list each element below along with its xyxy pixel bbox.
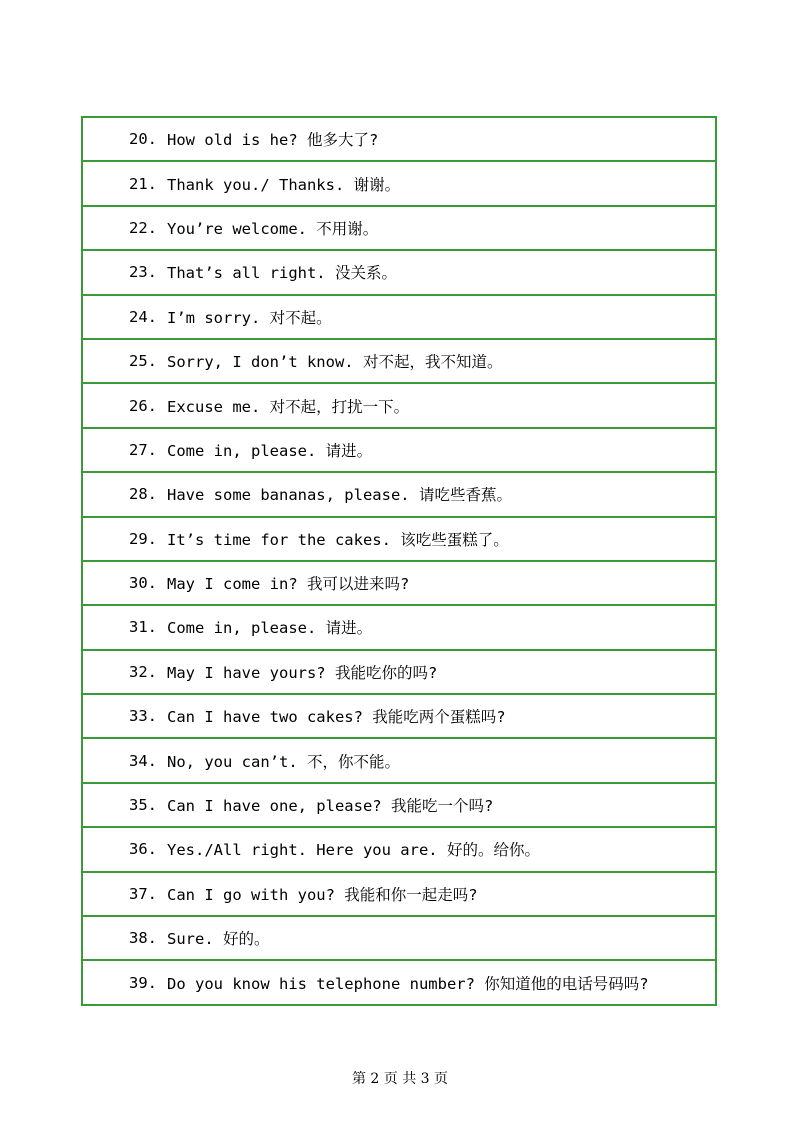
table-row (83, 695, 715, 739)
row-text: Can I have one, please? 我能吃一个吗? (167, 797, 494, 816)
table-row (83, 784, 715, 828)
table-row (83, 562, 715, 606)
row-number: 38. (129, 929, 157, 948)
table-row (83, 651, 715, 695)
row-number: 21. (129, 174, 157, 193)
row-text: May I come in? 我可以进来吗? (167, 575, 410, 594)
row-number: 22. (129, 218, 157, 237)
row-number: 39. (129, 973, 157, 992)
row-number: 23. (129, 263, 157, 282)
row-number: 20. (129, 130, 157, 149)
row-number: 27. (129, 440, 157, 459)
row-text: Can I have two cakes? 我能吃两个蛋糕吗? (167, 708, 506, 727)
row-number: 29. (129, 529, 157, 548)
row-text: No, you can’t. 不，你不能。 (167, 752, 400, 771)
row-text: Come in, please. 请进。 (167, 441, 373, 460)
row-text: Excuse me. 对不起，打扰一下。 (167, 397, 410, 416)
row-text: Sure. 好的。 (167, 930, 270, 949)
table-row (83, 961, 715, 1005)
row-text: That’s all right. 没关系。 (167, 264, 397, 283)
row-text: Yes./All right. Here you are. 好的。给你。 (167, 841, 540, 860)
row-text: You’re welcome. 不用谢。 (167, 219, 379, 238)
table-row (83, 162, 715, 206)
row-number: 24. (129, 307, 157, 326)
row-number: 30. (129, 574, 157, 593)
row-number: 31. (129, 618, 157, 637)
table-row (83, 384, 715, 428)
row-number: 35. (129, 796, 157, 815)
table-row (83, 739, 715, 783)
row-text: Do you know his telephone number? 你知道他的电话号码吗? (167, 974, 649, 993)
row-text: How old is he? 他多大了? (167, 131, 379, 150)
row-text: Come in, please. 请进。 (167, 619, 373, 638)
row-text: Sorry, I don’t know. 对不起，我不知道。 (167, 353, 503, 372)
table-row (83, 873, 715, 917)
row-text: It’s time for the cakes. 该吃些蛋糕了。 (167, 530, 509, 549)
table-row (83, 207, 715, 251)
row-text: I’m sorry. 对不起。 (167, 308, 332, 327)
table-row (83, 828, 715, 872)
table-row (83, 606, 715, 650)
table-row (83, 518, 715, 562)
row-text: Have some bananas, please. 请吃些香蕉。 (167, 486, 512, 505)
table-row (83, 118, 715, 162)
row-number: 33. (129, 707, 157, 726)
table-row (83, 340, 715, 384)
row-number: 28. (129, 485, 157, 504)
row-number: 36. (129, 840, 157, 859)
table-row (83, 429, 715, 473)
row-number: 25. (129, 352, 157, 371)
row-number: 34. (129, 751, 157, 770)
table-row (83, 473, 715, 517)
row-number: 32. (129, 662, 157, 681)
page-footer: 第 2 页 共 3 页 (351, 1071, 449, 1087)
row-text: Can I go with you? 我能和你一起走吗? (167, 885, 478, 904)
row-text: Thank you./ Thanks. 谢谢。 (167, 175, 401, 194)
row-number: 37. (129, 884, 157, 903)
row-number: 26. (129, 396, 157, 415)
table-row (83, 917, 715, 961)
phrase-table (81, 116, 717, 1006)
row-text: May I have yours? 我能吃你的吗? (167, 663, 438, 682)
table-row (83, 296, 715, 340)
table-row (83, 251, 715, 295)
